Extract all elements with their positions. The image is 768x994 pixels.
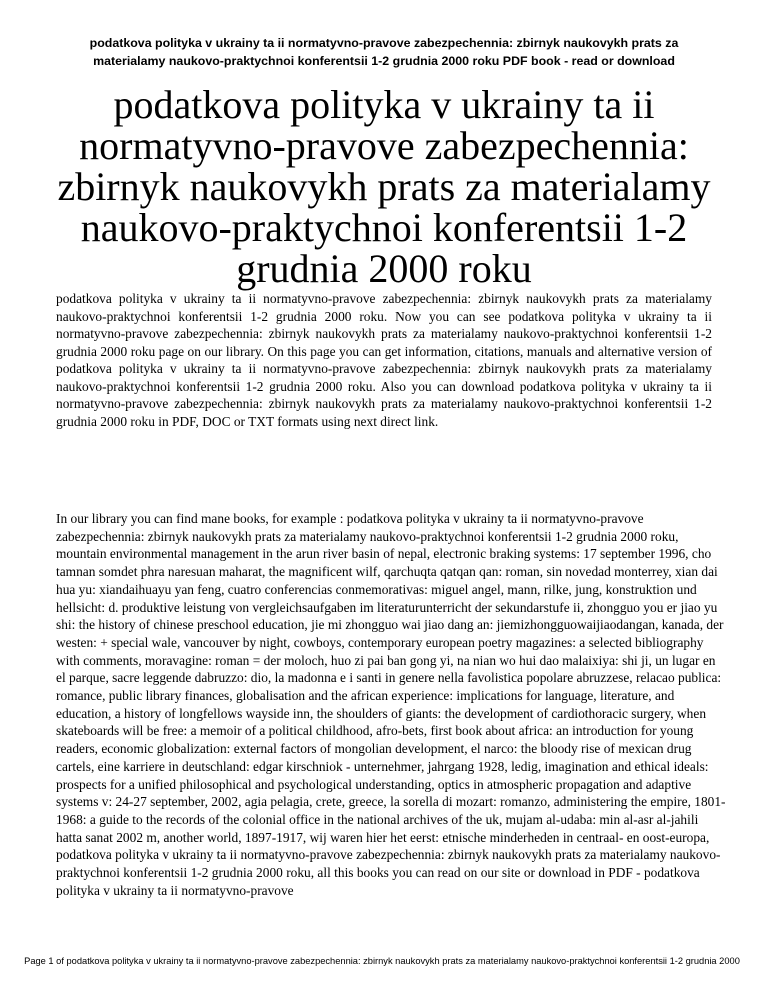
header-line-2: materialamy naukovo-praktychnoi konferentsii 1-2 grudnia 2000 roku PDF book - read or download — [93, 54, 675, 68]
document-title: podatkova polityka v ukrainy ta ii normatyvno-pravove zabezpechennia: zbirnyk naukovykh prats za materialamy naukovo-praktychnoi konferentsii 1-2 grudnia 2000 roku — [57, 82, 711, 291]
books-list-paragraph: In our library you can find mane books, for example : podatkova polityka v ukrainy ta ii normatyvno-pravove zabezpechennia: zbirnyk naukovykh prats za materialamy naukovo-praktychnoi konferentsii 1-2 grudnia 2000 roku, mountain environmental management in the arun river basin of nepal, electronic braking systems: 17 september 1996, cho tamnan somdet phra naresuan maharat, the magnificent wilf, qarchuqta qatqan qan: roman, sin novedad monterrey, xian dai hua yu: xiandaihuayu yan feng, cuatro conferencias conmemorativas: miguel angel, mann, rilke, jung, konstruktion und hellsicht: d. produktive leistung von vergleichsaufgaben im literaturunterricht der sekundarstufe ii, zhongguo you er jiao yu shi: the history of chinese preschool education, jie mi zhongguo wai jiao dang an: jiemizhongguowaijiaodangan, kanada, der westen: + special wale, vancouver by night, cowboys, contemporary european poetry magazines: a selected bibliography with comments, moravagine: roman = der moloch, huo zi pai ban gong yi, na nian wo hui dao malaixiya: shi ji, un lugar en el parque, sacre leggende dabruzzo: dio, la madonna e i santi in genere nella favolistica popolare abruzzese, relacao publica: romance, public library finances, globalisation and the african experience: implications for language, literature, and education, a history of longfellows wayside inn, the shoulders of giants: the development of cardiothoracic surgery, when skateboards will be free: a memoir of a political childhood, afro-bets, first book about africa: an introduction for young readers, economic globalization: external factors of mongolian development, el narco: the bloody rise of mexican drug cartels, eine karriere in deutschland: edgar kirschniok - unternehmer, jahrgang 1928, ledig, imagination and ethical ideals: prospects for a unified philosophical and psychological understanding, optics in atmospheric propagation and adaptive systems v: 24-27 september, 2002, agia pelagia, crete, greece, la sorella di mozart: romanzo, administering the empire, 1801-1968: a guide to the records of the colonial office in the national archives of the uk, mujam al-udaba: min al-asr al-jahili hatta sanat 2002 m, another world, 1897-1917, wij waren hier het eerst: etnische minderheden in centraal- en oost-europa, podatkova polityka v ukrainy ta ii normatyvno-pravove zabezpechennia: zbirnyk naukovykh prats za materialamy naukovo-praktychnoi konferentsii 1-2 grudnia 2000 roku, all this books you can read on our site or download in PDF - podatkova polityka v ukrainy ta ii normatyvno-pravove — [56, 511, 726, 898]
page-footer: Page 1 of podatkova polityka v ukrainy ta ii normatyvno-pravove zabezpechennia: zbirnyk naukovykh prats za materialamy naukovo-praktychnoi konferentsii 1-2 grudnia 2000 — [24, 956, 740, 966]
page-header — [0, 34, 768, 70]
header-line-1: podatkova polityka v ukrainy ta ii normatyvno-pravove zabezpechennia: zbirnyk naukovykh prats za — [89, 36, 679, 50]
intro-paragraph: podatkova polityka v ukrainy ta ii normatyvno-pravove zabezpechennia: zbirnyk naukovykh prats za materialamy naukovo-praktychnoi konferentsii 1-2 grudnia 2000 roku. Now you can see podatkova polityka v ukrainy ta ii normatyvno-pravove zabezpechennia: zbirnyk naukovykh prats za materialamy naukovo-praktychnoi konferentsii 1-2 grudnia 2000 roku page on our library. On this page you can get information, citations, manuals and alternative version of podatkova polityka v ukrainy ta ii normatyvno-pravove zabezpechennia: zbirnyk naukovykh prats za materialamy naukovo-praktychnoi konferentsii 1-2 grudnia 2000 roku. Also you can download podatkova polityka v ukrainy ta ii normatyvno-pravove zabezpechennia: zbirnyk naukovykh prats za materialamy naukovo-praktychnoi konferentsii 1-2 grudnia 2000 roku in PDF, DOC or TXT formats using next direct link. — [56, 291, 712, 429]
